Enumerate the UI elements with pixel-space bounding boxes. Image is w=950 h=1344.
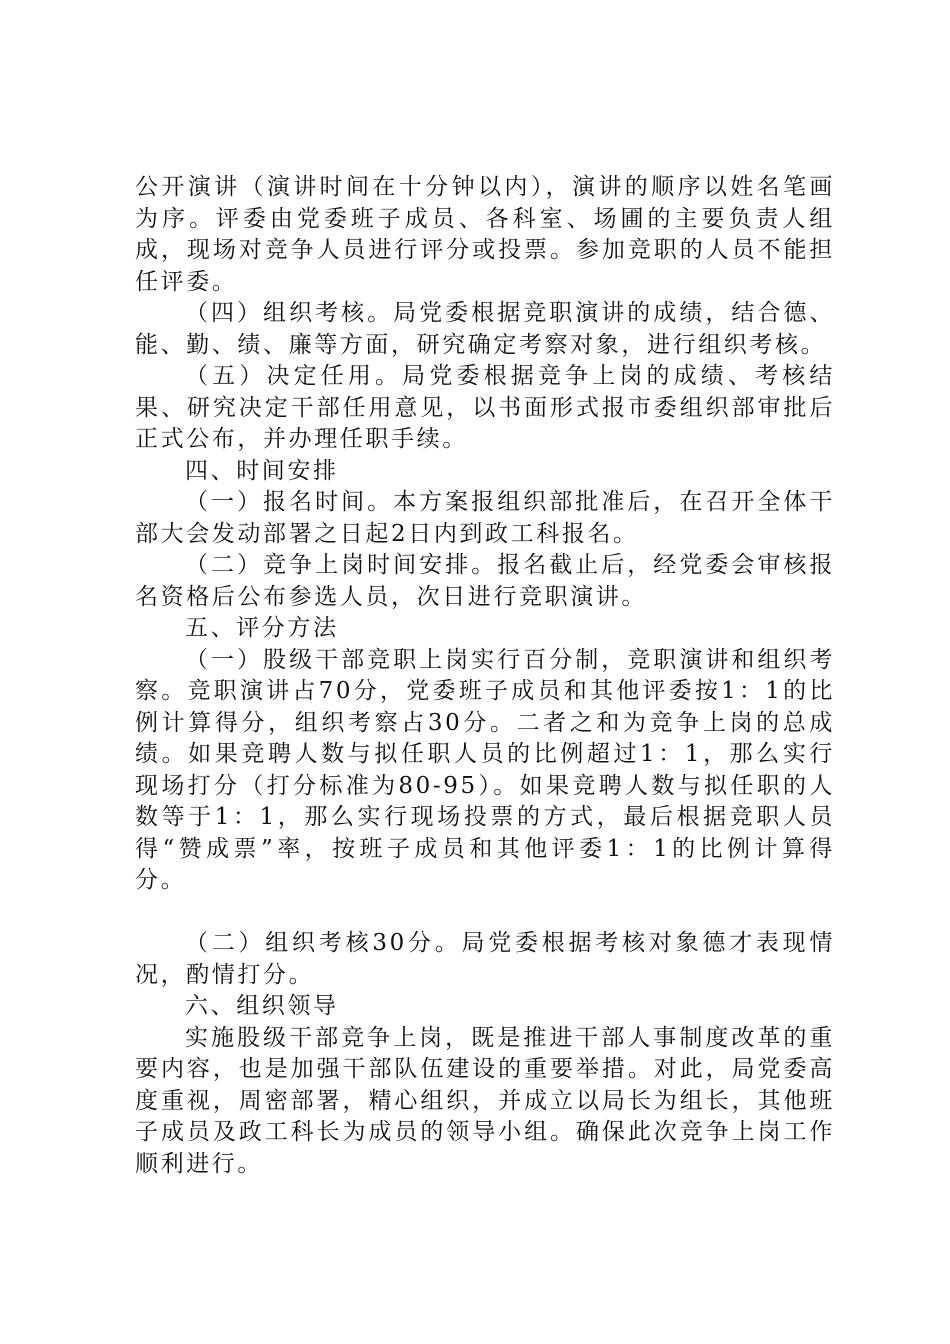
paragraph-registration-time: （一）报名时间。本方案报组织部批准后，在召开全体干部大会发动部署之日起2日内到政工科报名。 [135, 489, 835, 547]
paragraph-scoring-system: （一）股级干部竞职上岗实行百分制，竞职演讲和组织考察。竞职演讲占70分，党委班子成员和其他评委按1：1的比例计算得分，组织考察占30分。二者之和为竞争上岗的总成绩。如果竞聘人数与拟任职人员的比例超过1：1，那么实行现场打分（打分标准为80-95）。如果竞聘人数与拟任职的人数等于1：1，那么实行现场投票的方式，最后根据竞职人员得“赞成票”率，按班子成员和其他评委1：1的比例计算得分。 [135, 646, 835, 893]
section-heading-leadership: 六、组织领导 [185, 993, 339, 1019]
paragraph-leadership-group: 实施股级干部竞争上岗，既是推进干部人事制度改革的重要内容，也是加强干部队伍建设的重要举措。对此，局党委高度重视，周密部署，精心组织，并成立以局长为组长，其他班子成员及政工科长为成员的领导小组。确保此次竞争上岗工作顺利进行。 [135, 1024, 835, 1177]
paragraph-appointment-decision: （五）决定任用。局党委根据竞争上岗的成绩、考核结果、研究决定干部任用意见，以书面形式报市委组织部审批后正式公布，并办理任职手续。 [135, 363, 835, 452]
paragraph-competition-schedule: （二）竞争上岗时间安排。报名截止后，经党委会审核报名资格后公布参选人员，次日进行竞职演讲。 [135, 552, 835, 610]
paragraph-speech-rules: 公开演讲（演讲时间在十分钟以内），演讲的顺序以姓名笔画为序。评委由党委班子成员、各科室、场圃的主要负责人组成，现场对竞争人员进行评分或投票。参加竞职的人员不能担任评委。 [135, 174, 835, 295]
paragraph-gap [135, 897, 835, 929]
section-heading-schedule: 四、时间安排 [185, 457, 339, 484]
document-body [135, 172, 835, 1180]
paragraph-assessment-score: （二）组织考核30分。局党委根据考核对象德才表现情况，酌情打分。 [135, 930, 835, 988]
paragraph-organization-assessment: （四）组织考核。局党委根据竞职演讲的成绩，结合德、能、勤、绩、廉等方面，研究确定考察对象，进行组织考核。 [135, 300, 835, 358]
section-heading-scoring: 五、评分方法 [185, 615, 339, 641]
